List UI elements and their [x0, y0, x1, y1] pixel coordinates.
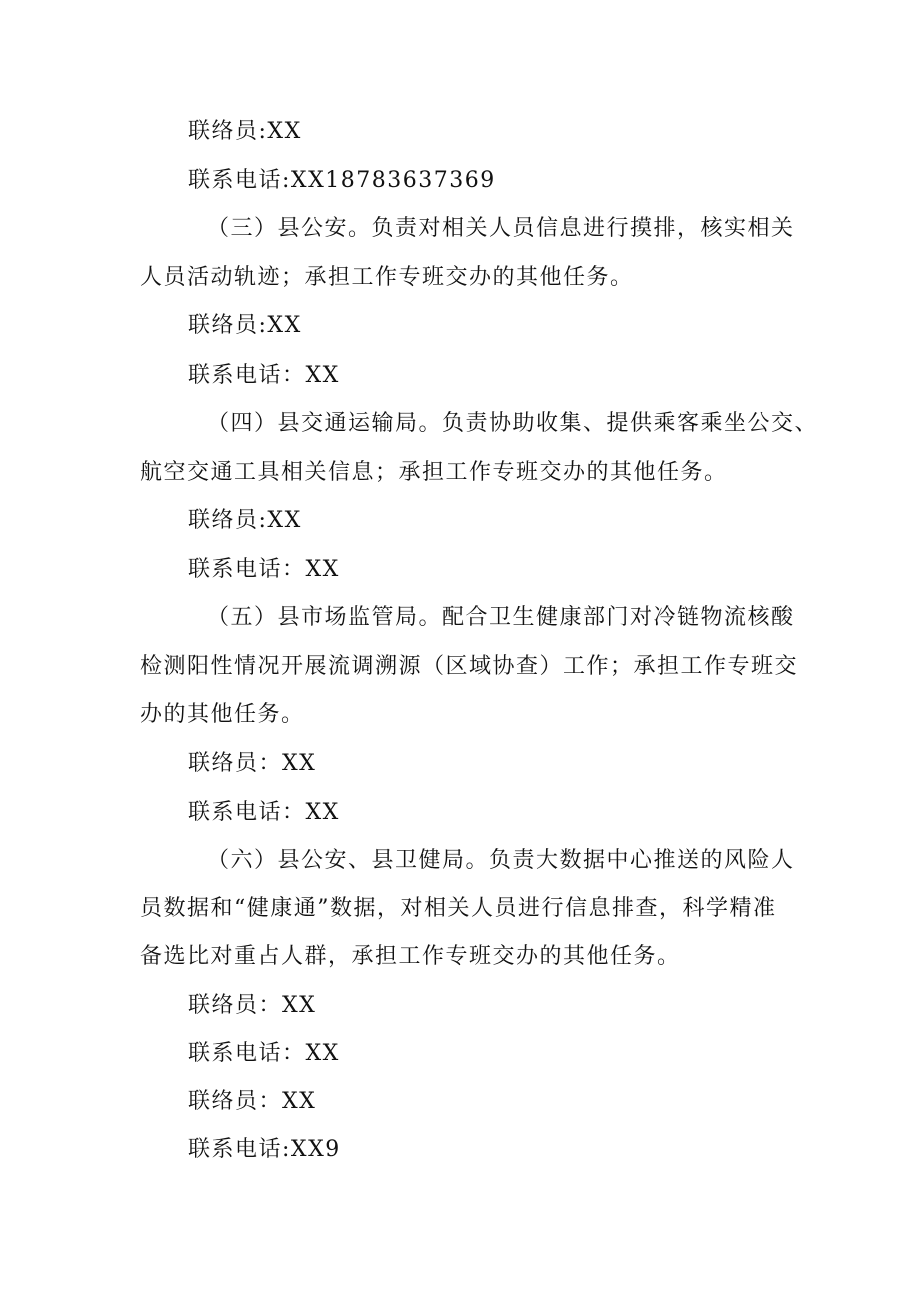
contact-phone: 联系电话:XX9 [188, 1137, 341, 1162]
contact-phone: 联系电话：XX [188, 1041, 340, 1066]
contact-phone: 联系电话：XX [188, 557, 340, 582]
paragraph-line: 航空交通工具相关信息；承担工作专班交办的其他任务。 [140, 460, 728, 485]
contact-liaison: 联络员：XX [188, 751, 317, 776]
paragraph-line: 备选比对重占人群，承担工作专班交办的其他任务。 [140, 944, 681, 969]
contact-phone: 联系电话：XX [188, 363, 340, 388]
paragraph-line: 人员活动轨迹；承担工作专班交办的其他任务。 [140, 265, 634, 290]
contact-phone: 联系电话：XX [188, 800, 340, 825]
contact-liaison: 联络员:XX [188, 313, 302, 338]
paragraph-line: （六）县公安、县卫健局。负责大数据中心推送的风险人 [207, 848, 795, 873]
contact-liaison: 联络员:XX [188, 508, 302, 533]
paragraph-line: 检测阳性情况开展流调溯源（区域协查）工作；承担工作专班交 [140, 654, 799, 679]
contact-liaison: 联络员:XX [188, 119, 302, 144]
paragraph-line: （四）县交通运输局。负责协助收集、提供乘客乘坐公交、 [207, 411, 819, 436]
contact-phone: 联系电话:XX18783637369 [188, 168, 496, 193]
paragraph-line: 员数据和“健康通”数据，对相关人员进行信息排查，科学精准 [140, 896, 777, 921]
paragraph-line: （五）县市场监管局。配合卫生健康部门对冷链物流核酸 [207, 605, 795, 630]
paragraph-line: 办的其他任务。 [140, 702, 305, 727]
contact-liaison: 联络员：XX [188, 993, 317, 1018]
contact-liaison: 联络员：XX [188, 1089, 317, 1114]
paragraph-line: （三）县公安。负责对相关人员信息进行摸排，核实相关 [207, 216, 795, 241]
